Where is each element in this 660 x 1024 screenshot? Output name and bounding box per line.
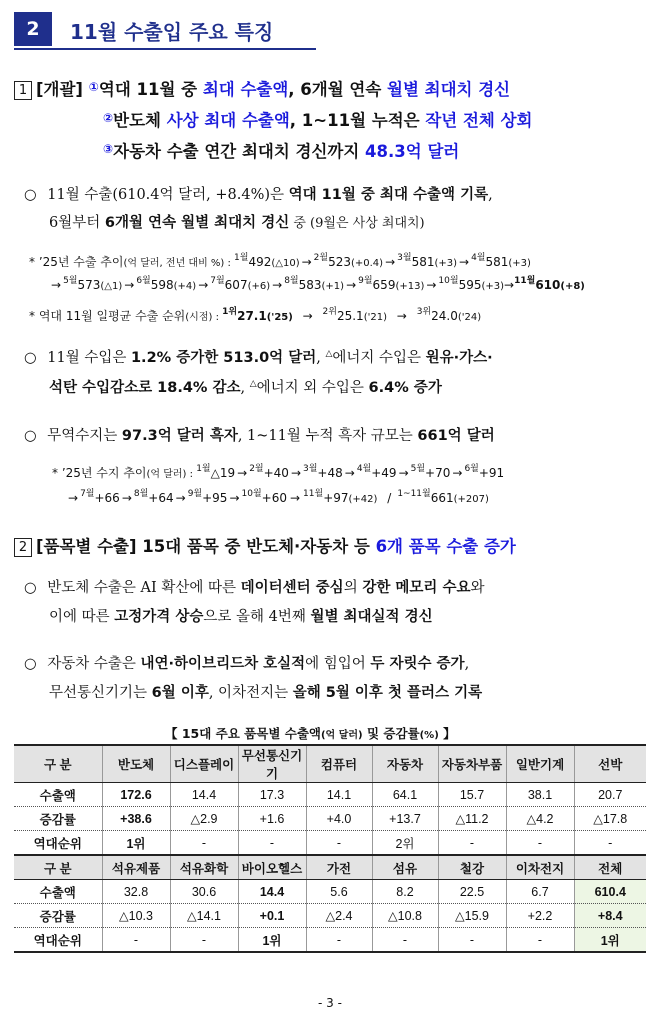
table-row [14, 807, 646, 831]
month-label: 3월 [397, 253, 412, 263]
table-header-cell: 철강 [438, 855, 506, 880]
table-cell: 22.5 [438, 880, 506, 904]
arrow-glyph: → [301, 255, 312, 269]
section-box-1: 1 [14, 81, 32, 100]
month-change: (+3) [508, 258, 531, 269]
bullet-circle-icon: ○ [24, 187, 37, 203]
table-cell: 610.4 [574, 880, 646, 904]
table-header-cell: 컴퓨터 [306, 745, 372, 783]
month-label: 9월 [187, 489, 203, 499]
bullet-circle-icon: ○ [24, 428, 37, 444]
table-cell: 17.3 [238, 783, 306, 807]
table-cell: 수출액 [14, 880, 102, 904]
table-cell: 14.4 [238, 880, 306, 904]
export-paragraph: ○ 11월 수출(610.4억 달러, +8.4%)은 역대 11월 중 최대 수출액 기록, [24, 187, 493, 203]
arrow-glyph: → [198, 278, 209, 292]
section-number: 2 [14, 12, 52, 46]
table-cell: 역대순위 [14, 831, 102, 856]
title-underline [14, 48, 316, 50]
month-value: +91 [478, 466, 505, 480]
table-header-cell: 선박 [574, 745, 646, 783]
arrow-glyph: → [459, 255, 470, 269]
automobile-paragraph-cont: 무선통신기기는 6월 이후, 이차전지는 올해 5월 이후 첫 플러스 기록 [49, 685, 483, 701]
table-cell: △11.2 [438, 807, 506, 831]
arrow-glyph: → [51, 278, 62, 292]
month-value: 607 [224, 278, 248, 292]
month-value: 595 [458, 278, 482, 292]
export-trend-note: * ’25년 수출 추이(억 달러, 전년 대비 %) : $^{1월}$492(△10) → $^{2월}$523(+0.4) → $^{3월}$581(+3) → $^{4월}$581(+3) [29, 253, 531, 269]
table-header-cell: 섬유 [372, 855, 438, 880]
table-header-cell: 석유제품 [102, 855, 170, 880]
month-label: 9월 [358, 276, 373, 286]
daily-average-ranking-note: * 역대 11월 일평균 수출 순위(시점) : $^{1위}$27.1('25) → $^{2위}$25.1('21) → $^{3위}$24.0('24) [29, 307, 482, 323]
table-cell: △17.8 [574, 807, 646, 831]
month-label: 8월 [284, 276, 299, 286]
month-change: (+0.4) [350, 258, 384, 269]
table-cell: +2.2 [506, 904, 574, 928]
table-row [14, 928, 646, 953]
export-items-table [14, 744, 646, 953]
table-cell: 증감률 [14, 904, 102, 928]
table-cell: 증감률 [14, 807, 102, 831]
trade-balance-paragraph: ○ 무역수지는 97.3억 달러 흑자, 1~11월 누적 흑자 규모는 661억 달러 [24, 428, 495, 444]
automobile-paragraph: ○ 자동차 수출은 내연·하이브리드차 호실적에 힘입어 두 자릿수 증가, [24, 656, 470, 672]
arrow-glyph: → [229, 491, 240, 505]
section-box-2: 2 [14, 538, 32, 557]
month-value: +95 [202, 491, 228, 505]
month-label: 7월 [80, 489, 95, 499]
month-value: 581 [411, 255, 435, 269]
table-cell: 2위 [372, 831, 438, 856]
table-cell: △10.8 [372, 904, 438, 928]
table-cell: 6.7 [506, 880, 574, 904]
table-caption: 【 15대 주요 품목별 수출액(억 달러) 및 증감률(%) 】 [165, 726, 456, 741]
table-cell: - [506, 928, 574, 953]
month-value: +49 [371, 466, 397, 480]
arrow-glyph: → [175, 491, 186, 505]
month-label: 7월 [210, 276, 225, 286]
month-change: (+3) [481, 281, 505, 292]
table-cell: 1위 [238, 928, 306, 953]
month-change: (+13) [395, 281, 425, 292]
table-header-cell: 반도체 [102, 745, 170, 783]
table-cell: 15.7 [438, 783, 506, 807]
table-cell: - [306, 928, 372, 953]
month-value: 583 [298, 278, 322, 292]
table-cell: - [506, 831, 574, 856]
arrow-glyph: → [121, 491, 132, 505]
arrow-glyph: → [124, 278, 135, 292]
table-cell: 1위 [574, 928, 646, 953]
table-row [14, 831, 646, 856]
table-header-cell: 구 분 [14, 855, 102, 880]
month-label: 6월 [464, 464, 479, 474]
month-value: △19 [210, 466, 236, 480]
table-cell: 수출액 [14, 783, 102, 807]
month-label: 10월 [438, 276, 459, 286]
semiconductor-paragraph-cont: 이에 따른 고정가격 상승으로 올해 4번째 월별 최대실적 경신 [49, 609, 433, 625]
month-value: 581 [485, 255, 509, 269]
overview-line-2: ②반도체 사상 최대 수출액, 1~11월 누적은 작년 전체 상회 [103, 111, 533, 130]
table-header-row [14, 855, 646, 880]
table-cell: - [170, 928, 238, 953]
month-label: 6월 [136, 276, 151, 286]
arrow-glyph: → [344, 466, 355, 480]
month-label: 10월 [241, 489, 262, 499]
bullet-circle-icon: ○ [24, 350, 37, 366]
month-value: 492 [248, 255, 272, 269]
month-value: +48 [317, 466, 343, 480]
month-value: 598 [150, 278, 174, 292]
arrow-glyph: → [290, 466, 301, 480]
table-cell: - [102, 928, 170, 953]
table-cell: 32.8 [102, 880, 170, 904]
table-cell: 14.1 [306, 783, 372, 807]
table-cell: +4.0 [306, 807, 372, 831]
month-change: (+4) [173, 281, 197, 292]
bullet-circle-icon: ○ [24, 580, 37, 596]
month-label: 1월 [234, 253, 249, 263]
arrow-glyph: → [346, 278, 357, 292]
month-value: +64 [148, 491, 174, 505]
table-header-cell: 구 분 [14, 745, 102, 783]
table-header-cell: 자동차 [372, 745, 438, 783]
table-header-cell: 자동차부품 [438, 745, 506, 783]
table-cell: - [238, 831, 306, 856]
export-trend-note-cont: → $^{5월}$573(△1) → $^{6월}$598(+4) → $^{7월}$607(+6) → $^{8월}$583(+1) → $^{9월}$659(+13) → $^{10월}$595(+3)→$^{11월}$610(+8) [51, 276, 585, 292]
table-header-row [14, 745, 646, 783]
arrow-glyph: → [426, 278, 437, 292]
table-row [14, 880, 646, 904]
table-cell: △2.4 [306, 904, 372, 928]
arrow-glyph: → [237, 466, 248, 480]
table-cell: △2.9 [170, 807, 238, 831]
month-change: (+1) [321, 281, 345, 292]
month-label: 4월 [356, 464, 372, 474]
table-cell: 8.2 [372, 880, 438, 904]
bullet-circle-icon: ○ [24, 656, 37, 672]
month-label: 4월 [471, 253, 486, 263]
month-value: +60 [261, 491, 287, 505]
table-cell: - [438, 831, 506, 856]
table-cell: △15.9 [438, 904, 506, 928]
table-header-cell: 전체 [574, 855, 646, 880]
section-title: 11월 수출입 주요 특징 [70, 20, 274, 44]
month-label: 8월 [133, 489, 149, 499]
table-cell: 64.1 [372, 783, 438, 807]
table-cell: △14.1 [170, 904, 238, 928]
table-header-cell: 가전 [306, 855, 372, 880]
table-header-cell: 석유화학 [170, 855, 238, 880]
month-change: (+3) [434, 258, 458, 269]
month-change: (△1) [100, 281, 123, 292]
table-cell: 1위 [102, 831, 170, 856]
table-cell: - [574, 831, 646, 856]
table-cell: +1.6 [238, 807, 306, 831]
table-cell: △4.2 [506, 807, 574, 831]
table-cell: - [306, 831, 372, 856]
table-cell: - [170, 831, 238, 856]
month-label: 1월 [196, 464, 211, 474]
month-label: 5월 [410, 464, 426, 474]
semiconductor-paragraph: ○ 반도체 수출은 AI 확산에 따른 데이터센터 중심의 강한 메모리 수요와 [24, 580, 485, 596]
month-value: 523 [328, 255, 351, 269]
month-label: 2월 [313, 253, 329, 263]
month-label: 2월 [249, 464, 264, 474]
table-cell: 30.6 [170, 880, 238, 904]
month-label: 3월 [303, 464, 318, 474]
arrow-glyph: → [385, 255, 396, 269]
table-cell: △10.3 [102, 904, 170, 928]
export-paragraph-cont: 6월부터 6개월 연속 월별 최대치 경신 중 (9월은 사상 최대치) [49, 215, 425, 231]
month-value: 659 [372, 278, 396, 292]
table-header-cell: 이차전지 [506, 855, 574, 880]
balance-trend-note-cont: → $^{7월}$+66 → $^{8월}$+64 → $^{9월}$+95 → $^{10월}$+60 → $^{11월}$+97(+42) / $^{1\sim 11월}$661(+207) [68, 489, 489, 505]
arrow-glyph: → [398, 466, 409, 480]
table-header-cell: 바이오헬스 [238, 855, 306, 880]
table-cell: - [372, 928, 438, 953]
month-change: (△10) [271, 258, 300, 269]
table-header-cell: 일반기계 [506, 745, 574, 783]
table-row [14, 904, 646, 928]
import-paragraph-cont: 석탄 수입감소로 18.4% 감소, △에너지 외 수입은 6.4% 증가 [49, 379, 442, 396]
arrow-glyph: → [452, 466, 463, 480]
month-value: +66 [94, 491, 120, 505]
page-number: - 3 - [318, 996, 342, 1010]
month-value: 573 [77, 278, 101, 292]
arrow-glyph: → [68, 491, 79, 505]
table-cell: 14.4 [170, 783, 238, 807]
table-cell: - [438, 928, 506, 953]
month-change: (+6) [247, 281, 271, 292]
table-cell: +13.7 [372, 807, 438, 831]
table-cell: 20.7 [574, 783, 646, 807]
table-cell: +0.1 [238, 904, 306, 928]
table-cell: 5.6 [306, 880, 372, 904]
month-value: +70 [425, 466, 451, 480]
table-cell: +8.4 [574, 904, 646, 928]
balance-trend-note: * ’25년 수지 추이(억 달러) : $^{1월}$△19 → $^{2월}$+40 → $^{3월}$+48 → $^{4월}$+49 → $^{5월}$+70 → $^{6월}$+91 [52, 464, 505, 480]
table-header-cell: 디스플레이 [170, 745, 238, 783]
month-value: +40 [263, 466, 289, 480]
import-paragraph: ○ 11월 수입은 1.2% 증가한 513.0억 달러, △에너지 수입은 원유·가스· [24, 349, 493, 366]
table-cell: 38.1 [506, 783, 574, 807]
table-row [14, 783, 646, 807]
table-cell: 역대순위 [14, 928, 102, 953]
overview-line-3: ③자동차 수출 연간 최대치 경신까지 48.3억 달러 [103, 142, 460, 161]
table-cell: 172.6 [102, 783, 170, 807]
table-header-cell: 무선통신기기 [238, 745, 306, 783]
arrow-glyph: → [272, 278, 283, 292]
table-cell: +38.6 [102, 807, 170, 831]
overview-line-1: 1 [개괄] ①역대 11월 중 최대 수출액, 6개월 연속 월별 최대치 경신 [14, 76, 510, 100]
month-label: 5월 [63, 276, 78, 286]
item-exports-heading: 2 [품목별 수출] 15대 품목 중 반도체·자동차 등 6개 품목 수출 증가 [14, 533, 516, 557]
